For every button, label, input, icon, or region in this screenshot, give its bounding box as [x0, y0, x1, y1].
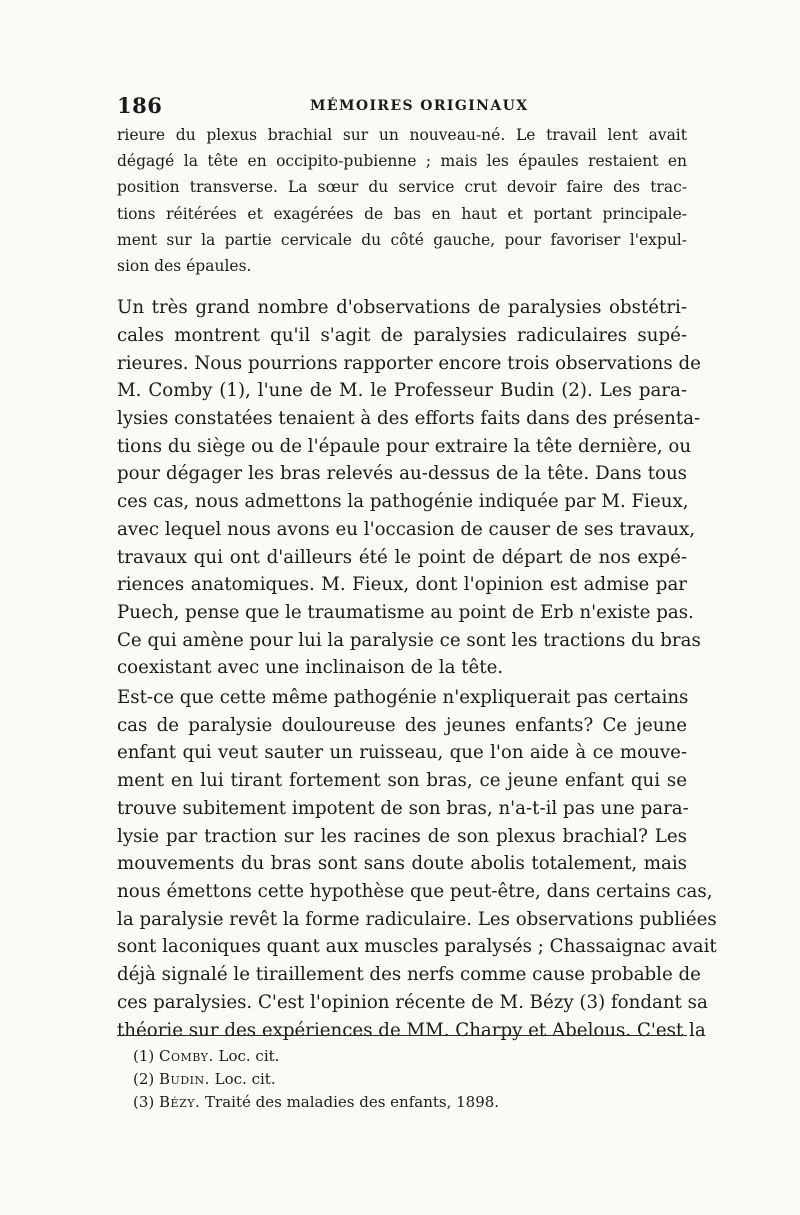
footnote-author: Comby.: [159, 1047, 214, 1065]
text-line: Est-ce que cette même pathogénie n'expliquerait pas certains: [117, 687, 689, 709]
footnote: [133, 1068, 653, 1091]
text-line: lysie par traction sur les racines de son plexus brachial? Les: [117, 825, 687, 847]
text-line: cas de paralysie douloureuse des jeunes enfants? Ce jeune: [117, 714, 687, 736]
footnote-text: Traité des maladies des enfants, 1898.: [205, 1093, 500, 1111]
text-line: position transverse. La sœur du service crut devoir faire des trac-: [117, 178, 687, 197]
text-line: coexistant avec une inclinaison de la tête.: [117, 657, 504, 679]
text-line: ces paralysies. C'est l'opinion récente de M. Bézy (3) fondant sa: [117, 991, 708, 1013]
footnotes: [133, 1045, 653, 1114]
text-line: tions du siège ou de l'épaule pour extraire la tête dernière, ou: [117, 435, 692, 457]
footnote: [133, 1091, 653, 1114]
text-line: rieure du plexus brachial sur un nouveau-né. Le travail lent avait: [117, 126, 687, 144]
footnote-mark: (1): [133, 1047, 155, 1065]
text-line: cales montrent qu'il s'agit de paralysies radiculaires supé-: [117, 324, 687, 346]
text-line: lysies constatées tenaient à des efforts faits dans des présenta-: [117, 408, 701, 430]
footnote-author: Bézy.: [159, 1093, 201, 1111]
text-line: avec lequel nous avons eu l'occasion de causer de ses travaux,: [117, 518, 695, 540]
text-line: riences anatomiques. M. Fieux, dont l'opinion est admise par: [117, 574, 687, 596]
text-line: ces cas, nous admettons la pathogénie indiquée par M. Fieux,: [117, 491, 689, 513]
text-line: travaux qui ont d'ailleurs été le point de départ de nos expé-: [117, 546, 687, 568]
text-line: ment sur la partie cervicale du côté gauche, pour favoriser l'expul-: [117, 230, 687, 249]
text-line: M. Comby (1), l'une de M. le Professeur Budin (2). Les para-: [117, 380, 687, 402]
paragraph-1: [117, 122, 687, 279]
text-line: dégagé la tête en occipito-pubienne ; mais les épaules restaient en: [117, 152, 687, 171]
footnote-mark: (2): [133, 1070, 155, 1088]
body-text: [117, 122, 717, 1044]
page-number: 186: [117, 93, 163, 118]
footnote-text: Loc. cit.: [218, 1047, 280, 1065]
text-line: mouvements du bras sont sans doute abolis totalement, mais: [117, 853, 687, 875]
footnote-divider: [117, 1035, 687, 1036]
text-line: la paralysie revêt la forme radiculaire. Les observations publiées: [117, 908, 717, 930]
text-line: théorie sur des expériences de MM. Charpy et Abelous. C'est la: [117, 1019, 706, 1041]
text-line: sont laconiques quant aux muscles paralysés ; Chassaignac avait: [117, 936, 717, 958]
running-title: MÉMOIRES ORIGINAUX: [310, 98, 529, 114]
running-header: [117, 93, 687, 117]
paragraph-3: [117, 684, 717, 1044]
text-line: Puech, pense que le traumatisme au point de Erb n'existe pas.: [117, 601, 694, 623]
text-line: enfant qui veut sauter un ruisseau, que l'on aide à ce mouve-: [117, 742, 687, 764]
text-line: rieures. Nous pourrions rapporter encore trois observations de: [117, 352, 701, 374]
footnote-author: Budin.: [159, 1070, 210, 1088]
footnote-mark: (3): [133, 1093, 155, 1111]
text-line: Un très grand nombre d'observations de paralysies obstétri-: [117, 297, 687, 319]
text-line: pour dégager les bras relevés au-dessus de la tête. Dans tous: [117, 463, 687, 485]
footnote-text: Loc. cit.: [214, 1070, 276, 1088]
text-line: ment en lui tirant fortement son bras, ce jeune enfant qui se: [117, 770, 687, 792]
text-line: nous émettons cette hypothèse que peut-être, dans certains cas,: [117, 880, 713, 902]
text-line: déjà signalé le tiraillement des nerfs comme cause probable de: [117, 964, 701, 986]
paragraph-2: [117, 294, 701, 682]
text-line: tions réitérées et exagérées de bas en haut et portant principale-: [117, 204, 687, 223]
text-line: sion des épaules.: [117, 257, 252, 276]
text-line: trouve subitement impotent de son bras, n'a-t-il pas une para-: [117, 797, 689, 819]
footnote: [133, 1045, 653, 1068]
text-line: Ce qui amène pour lui la paralysie ce sont les tractions du bras: [117, 629, 701, 651]
